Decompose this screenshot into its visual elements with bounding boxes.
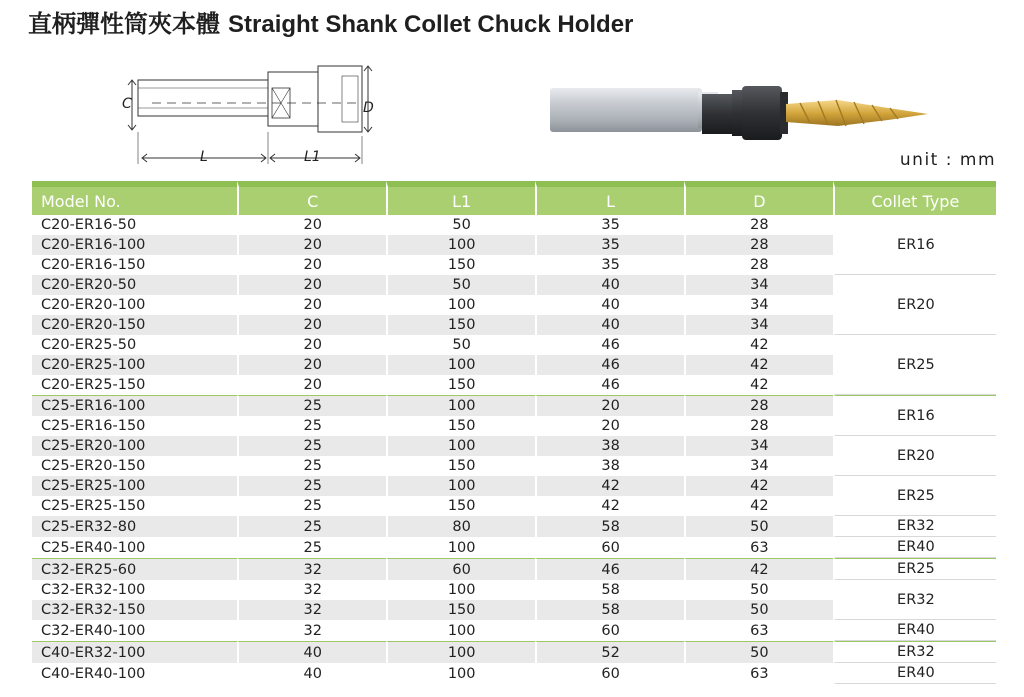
header-l1: L1 — [386, 181, 535, 215]
cell-c: 25 — [237, 516, 386, 537]
cell-l1: 150 — [386, 315, 535, 335]
cell-c: 25 — [237, 496, 386, 516]
cell-model: C32-ER25-60 — [32, 558, 237, 580]
cell-d: 34 — [684, 295, 833, 315]
cell-l1: 100 — [386, 663, 535, 684]
cell-d: 42 — [684, 375, 833, 395]
spec-table — [32, 181, 996, 684]
header-d: D — [684, 181, 833, 215]
label-l1: L1 — [304, 149, 321, 165]
cell-d: 63 — [684, 537, 833, 558]
title-zh: 直柄彈性筒夾本體 — [28, 10, 220, 38]
cell-l1: 150 — [386, 600, 535, 620]
cell-c: 20 — [237, 335, 386, 355]
table-row — [32, 663, 996, 684]
table-row — [32, 641, 996, 663]
cell-c: 20 — [237, 235, 386, 255]
cell-d: 28 — [684, 235, 833, 255]
cell-model: C20-ER25-50 — [41, 337, 137, 353]
cell-l1: 50 — [386, 215, 535, 235]
cell-l1: 100 — [386, 395, 535, 416]
cell-d: 50 — [684, 600, 833, 620]
table-row — [32, 275, 996, 295]
cell-l: 38 — [535, 456, 684, 476]
cell-model: C20-ER16-100 — [32, 235, 237, 255]
cell-collet-type: ER40 — [833, 620, 996, 641]
cell-l1: 100 — [386, 620, 535, 641]
cell-l1: 100 — [386, 537, 535, 558]
cell-c: 40 — [237, 663, 386, 684]
cell-d: 28 — [684, 416, 833, 436]
cell-d: 28 — [684, 255, 833, 275]
cell-d: 28 — [684, 215, 833, 235]
cell-c: 25 — [237, 476, 386, 496]
cell-l1: 100 — [386, 436, 535, 456]
cell-model: C40-ER32-100 — [32, 641, 237, 663]
cell-l1: 150 — [386, 416, 535, 436]
cell-l: 42 — [535, 496, 684, 516]
cell-c: 25 — [237, 436, 386, 456]
cell-model: C25-ER25-150 — [41, 498, 146, 514]
cell-l1: 50 — [386, 275, 535, 295]
cell-d: 63 — [684, 620, 833, 641]
cell-c: 20 — [237, 255, 386, 275]
table-body — [32, 215, 996, 684]
cell-l: 40 — [535, 295, 684, 315]
table-row — [32, 580, 996, 600]
cell-d: 50 — [684, 641, 833, 663]
cell-l1: 150 — [386, 496, 535, 516]
cell-l: 46 — [535, 335, 684, 355]
cell-l: 58 — [535, 580, 684, 600]
cell-collet-type: ER25 — [833, 558, 996, 580]
cell-c: 20 — [237, 375, 386, 395]
header-l: L — [535, 181, 684, 215]
cell-c: 20 — [237, 355, 386, 375]
cell-collet-type: ER32 — [833, 516, 996, 537]
cell-collet-type: ER16 — [833, 215, 996, 275]
cell-collet-type: ER25 — [833, 476, 996, 516]
page-title — [28, 6, 633, 42]
cell-l1: 60 — [386, 558, 535, 580]
cell-l: 46 — [535, 375, 684, 395]
cell-model: C25-ER40-100 — [41, 539, 146, 556]
cell-d: 34 — [684, 436, 833, 456]
cell-model: C20-ER16-50 — [41, 217, 137, 233]
cell-l: 46 — [535, 558, 684, 580]
cell-d: 63 — [684, 663, 833, 684]
cell-l1: 100 — [386, 235, 535, 255]
cell-c: 20 — [237, 295, 386, 315]
cell-l: 60 — [535, 663, 684, 684]
title-en: Straight Shank Collet Chuck Holder — [228, 11, 634, 38]
table-row — [32, 335, 996, 355]
cell-c: 25 — [237, 395, 386, 416]
cell-l1: 100 — [386, 295, 535, 315]
cell-collet-type: ER16 — [833, 395, 996, 436]
cell-l1: 150 — [386, 456, 535, 476]
table-row — [32, 516, 996, 537]
cell-l: 35 — [535, 255, 684, 275]
cell-d: 50 — [684, 516, 833, 537]
cell-collet-type: ER20 — [833, 436, 996, 476]
cell-l1: 150 — [386, 255, 535, 275]
table-header-row — [32, 181, 996, 215]
cell-model: C20-ER16-150 — [41, 257, 146, 273]
cell-l: 46 — [535, 355, 684, 375]
cell-l: 20 — [535, 416, 684, 436]
cell-l: 20 — [535, 395, 684, 416]
cell-model: C32-ER32-150 — [32, 600, 237, 620]
cell-model: C25-ER20-150 — [41, 458, 146, 474]
cell-c: 25 — [237, 456, 386, 476]
cell-l: 58 — [535, 600, 684, 620]
cell-c: 20 — [237, 315, 386, 335]
cell-model: C20-ER25-150 — [41, 377, 146, 393]
header-c: C — [237, 181, 386, 215]
table-row — [32, 558, 996, 580]
cell-d: 42 — [684, 476, 833, 496]
cell-d: 34 — [684, 456, 833, 476]
cell-d: 28 — [684, 395, 833, 416]
cell-l1: 100 — [386, 580, 535, 600]
cell-l1: 100 — [386, 476, 535, 496]
cell-l: 52 — [535, 641, 684, 663]
cell-l: 40 — [535, 315, 684, 335]
product-photo — [548, 70, 930, 140]
table-row — [32, 620, 996, 641]
cell-d: 42 — [684, 355, 833, 375]
cell-collet-type: ER40 — [833, 537, 996, 558]
cell-model: C25-ER16-100 — [32, 395, 237, 416]
label-d: D — [363, 100, 374, 116]
cell-c: 25 — [237, 537, 386, 558]
cell-c: 32 — [237, 600, 386, 620]
cell-model: C25-ER20-100 — [32, 436, 237, 456]
cell-l1: 100 — [386, 641, 535, 663]
cell-model: C32-ER40-100 — [41, 622, 146, 639]
table-row — [32, 436, 996, 456]
cell-l: 58 — [535, 516, 684, 537]
cell-l: 40 — [535, 275, 684, 295]
cell-model: C40-ER40-100 — [41, 665, 146, 682]
cell-model: C20-ER20-50 — [32, 275, 237, 295]
label-l: L — [200, 149, 208, 165]
cell-collet-type: ER25 — [833, 335, 996, 395]
cell-model: C25-ER16-150 — [41, 418, 146, 434]
cell-d: 50 — [684, 580, 833, 600]
cell-model: C25-ER25-100 — [32, 476, 237, 496]
cell-c: 20 — [237, 275, 386, 295]
cell-d: 34 — [684, 275, 833, 295]
cell-c: 32 — [237, 620, 386, 641]
header-model: Model No. — [32, 181, 237, 215]
table-row — [32, 395, 996, 416]
cell-l: 60 — [535, 620, 684, 641]
cell-model: C20-ER20-100 — [41, 297, 146, 313]
cell-c: 32 — [237, 580, 386, 600]
cell-l1: 50 — [386, 335, 535, 355]
cell-l: 60 — [535, 537, 684, 558]
table-row — [32, 476, 996, 496]
cell-model: C20-ER20-150 — [32, 315, 237, 335]
cell-model: C20-ER25-100 — [32, 355, 237, 375]
cell-l: 35 — [535, 235, 684, 255]
cell-c: 40 — [237, 641, 386, 663]
cell-d: 34 — [684, 315, 833, 335]
cell-l1: 150 — [386, 375, 535, 395]
cell-d: 42 — [684, 335, 833, 355]
cell-c: 20 — [237, 215, 386, 235]
header-collet-type: Collet Type — [833, 181, 996, 215]
cell-l: 35 — [535, 215, 684, 235]
cell-l1: 80 — [386, 516, 535, 537]
cell-d: 42 — [684, 558, 833, 580]
cell-l1: 100 — [386, 355, 535, 375]
table-row — [32, 537, 996, 558]
cell-collet-type: ER40 — [833, 663, 996, 684]
cell-collet-type: ER32 — [833, 641, 996, 663]
dimension-drawing — [112, 58, 382, 170]
cell-d: 42 — [684, 496, 833, 516]
label-c: C — [122, 96, 132, 112]
cell-l: 38 — [535, 436, 684, 456]
cell-c: 32 — [237, 558, 386, 580]
cell-c: 25 — [237, 416, 386, 436]
unit-label: unit : mm — [899, 150, 996, 170]
cell-collet-type: ER32 — [833, 580, 996, 620]
table-row — [32, 215, 996, 235]
cell-model: C32-ER32-100 — [41, 582, 146, 598]
cell-model: C25-ER32-80 — [32, 516, 237, 537]
cell-l: 42 — [535, 476, 684, 496]
cell-collet-type: ER20 — [833, 275, 996, 335]
